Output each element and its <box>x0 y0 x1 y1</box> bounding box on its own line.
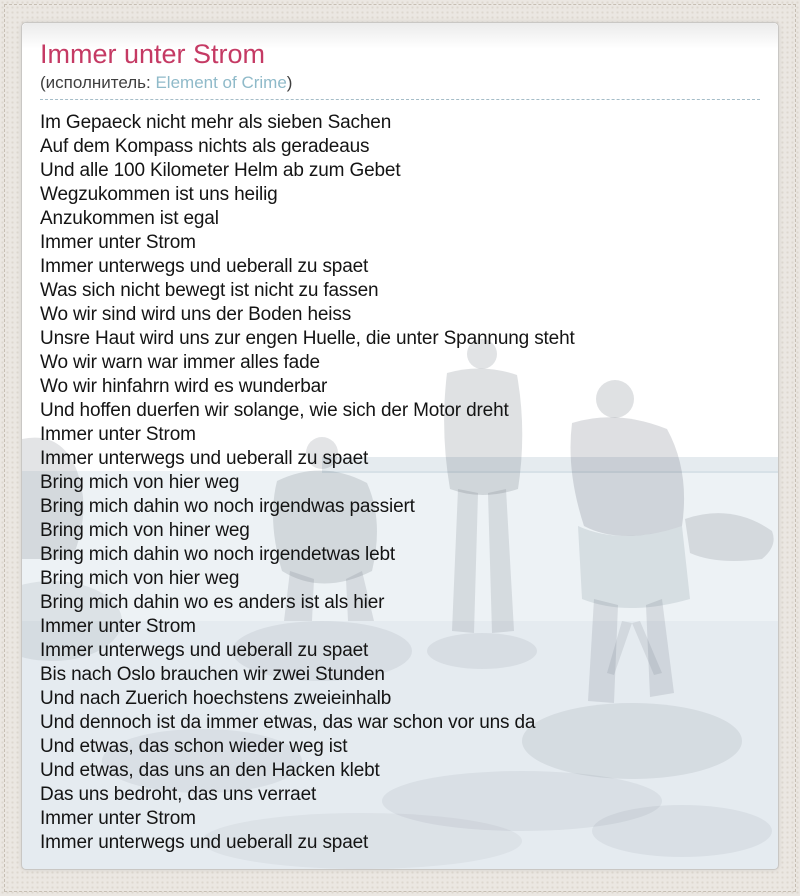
lyric-line: Immer unter Strom <box>40 424 196 446</box>
lyric-line: Wo wir hinfahrn wird es wunderbar <box>40 376 328 398</box>
lyric-line: Immer unterwegs und ueberall zu spaet <box>40 832 369 854</box>
card-content <box>22 23 778 855</box>
lyric-line: Anzukommen ist egal <box>40 208 219 230</box>
lyric-line: Bring mich dahin wo noch irgendwas passiert <box>40 496 415 518</box>
lyric-line: Im Gepaeck nicht mehr als sieben Sachen <box>40 112 392 134</box>
lyrics-text <box>40 111 760 855</box>
artist-prefix: (исполнитель: <box>40 73 156 93</box>
lyric-line: Wo wir warn war immer alles fade <box>40 352 320 374</box>
lyric-line: Wo wir sind wird uns der Boden heiss <box>40 304 352 326</box>
page-title: Immer unter Strom <box>40 39 266 69</box>
lyric-line: Unsre Haut wird uns zur engen Huelle, die unter Spannung steht <box>40 328 575 350</box>
artist-line <box>40 72 760 100</box>
artist-link[interactable]: Element of Crime <box>155 73 287 93</box>
lyric-line: Und hoffen duerfen wir solange, wie sich der Motor dreht <box>40 400 509 422</box>
lyric-line: Wegzukommen ist uns heilig <box>40 184 278 206</box>
lyric-line: Immer unterwegs und ueberall zu spaet <box>40 448 369 470</box>
lyric-line: Und dennoch ist da immer etwas, das war schon vor uns da <box>40 712 536 734</box>
lyric-line: Bring mich von hier weg <box>40 472 240 494</box>
lyric-line: Immer unterwegs und ueberall zu spaet <box>40 640 369 662</box>
lyric-line: Bring mich von hiner weg <box>40 520 250 542</box>
lyric-line: Und nach Zuerich hoechstens zweieinhalb <box>40 688 392 710</box>
lyric-line: Bring mich dahin wo noch irgendetwas lebt <box>40 544 396 566</box>
lyric-line: Immer unter Strom <box>40 808 196 830</box>
lyric-line: Bring mich dahin wo es anders ist als hier <box>40 592 385 614</box>
lyric-line: Und alle 100 Kilometer Helm ab zum Gebet <box>40 160 401 182</box>
lyric-line: Und etwas, das uns an den Hacken klebt <box>40 760 380 782</box>
lyrics-card <box>21 22 779 870</box>
lyric-line: Immer unter Strom <box>40 232 196 254</box>
lyric-line: Bring mich von hier weg <box>40 568 240 590</box>
lyric-line: Immer unterwegs und ueberall zu spaet <box>40 256 369 278</box>
lyric-line: Auf dem Kompass nichts als geradeaus <box>40 136 370 158</box>
lyric-line: Bis nach Oslo brauchen wir zwei Stunden <box>40 664 385 686</box>
lyric-line: Und etwas, das schon wieder weg ist <box>40 736 348 758</box>
lyric-line: Das uns bedroht, das uns verraet <box>40 784 317 806</box>
lyric-line: Immer unter Strom <box>40 616 196 638</box>
artist-suffix: ) <box>286 73 293 93</box>
lyric-line: Was sich nicht bewegt ist nicht zu fassen <box>40 280 379 302</box>
